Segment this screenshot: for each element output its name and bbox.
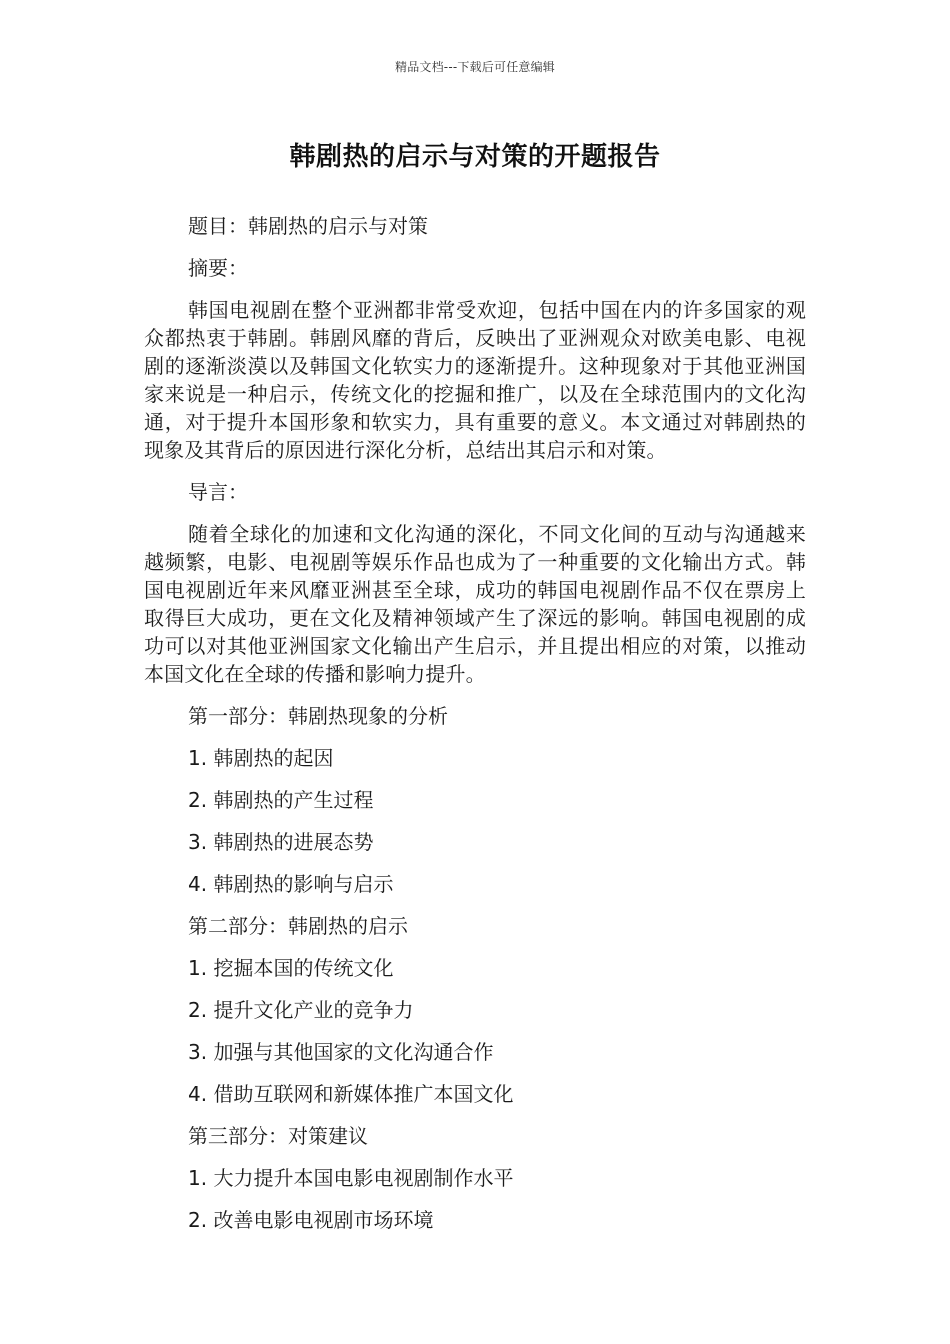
intro-paragraph: 随着全球化的加速和文化沟通的深化，不同文化间的互动与沟通越来越频繁，电影、电视剧等娱乐作品也成为了一种重要的文化输出方式。韩国电视剧近年来风靡亚洲甚至全球，成功的韩国电视剧作品不仅在票房上取得巨大成功，更在文化及精神领域产生了深远的影响。韩国电视剧的成功可以对其他亚洲国家文化输出产生启示，并且提出相应的对策，以推动本国文化在全球的传播和影响力提升。 xyxy=(144,522,806,686)
intro-label: 导言： xyxy=(188,480,248,504)
document-body xyxy=(144,212,806,1248)
list-item: 1. 大力提升本国电影电视剧制作水平 xyxy=(188,1166,514,1190)
list-item: 2. 改善电影电视剧市场环境 xyxy=(188,1208,434,1232)
list-item: 4. 韩剧热的影响与启示 xyxy=(188,872,394,896)
list-item: 3. 加强与其他国家的文化沟通合作 xyxy=(188,1040,494,1064)
list-item: 3. 韩剧热的进展态势 xyxy=(188,830,374,854)
list-item: 1. 挖掘本国的传统文化 xyxy=(188,956,394,980)
part3-heading: 第三部分：对策建议 xyxy=(188,1124,368,1148)
abstract-paragraph: 韩国电视剧在整个亚洲都非常受欢迎，包括中国在内的许多国家的观众都热衷于韩剧。韩剧风靡的背后，反映出了亚洲观众对欧美电影、电视剧的逐渐淡漠以及韩国文化软实力的逐渐提升。这种现象对于其他亚洲国家来说是一种启示，传统文化的挖掘和推广，以及在全球范围内的文化沟通，对于提升本国形象和软实力，具有重要的意义。本文通过对韩剧热的现象及其背后的原因进行深化分析，总结出其启示和对策。 xyxy=(144,298,806,462)
topic-line: 题目：韩剧热的启示与对策 xyxy=(188,214,428,238)
list-item: 2. 韩剧热的产生过程 xyxy=(188,788,374,812)
list-item: 1. 韩剧热的起因 xyxy=(188,746,334,770)
part1-heading: 第一部分：韩剧热现象的分析 xyxy=(188,704,448,728)
document-title: 韩剧热的启示与对策的开题报告 xyxy=(289,142,661,172)
list-item: 2. 提升文化产业的竞争力 xyxy=(188,998,414,1022)
part2-heading: 第二部分：韩剧热的启示 xyxy=(188,914,408,938)
header-note: 精品文档---下载后可任意编辑 xyxy=(395,60,555,74)
abstract-label: 摘要： xyxy=(188,256,248,280)
list-item: 4. 借助互联网和新媒体推广本国文化 xyxy=(188,1082,514,1106)
